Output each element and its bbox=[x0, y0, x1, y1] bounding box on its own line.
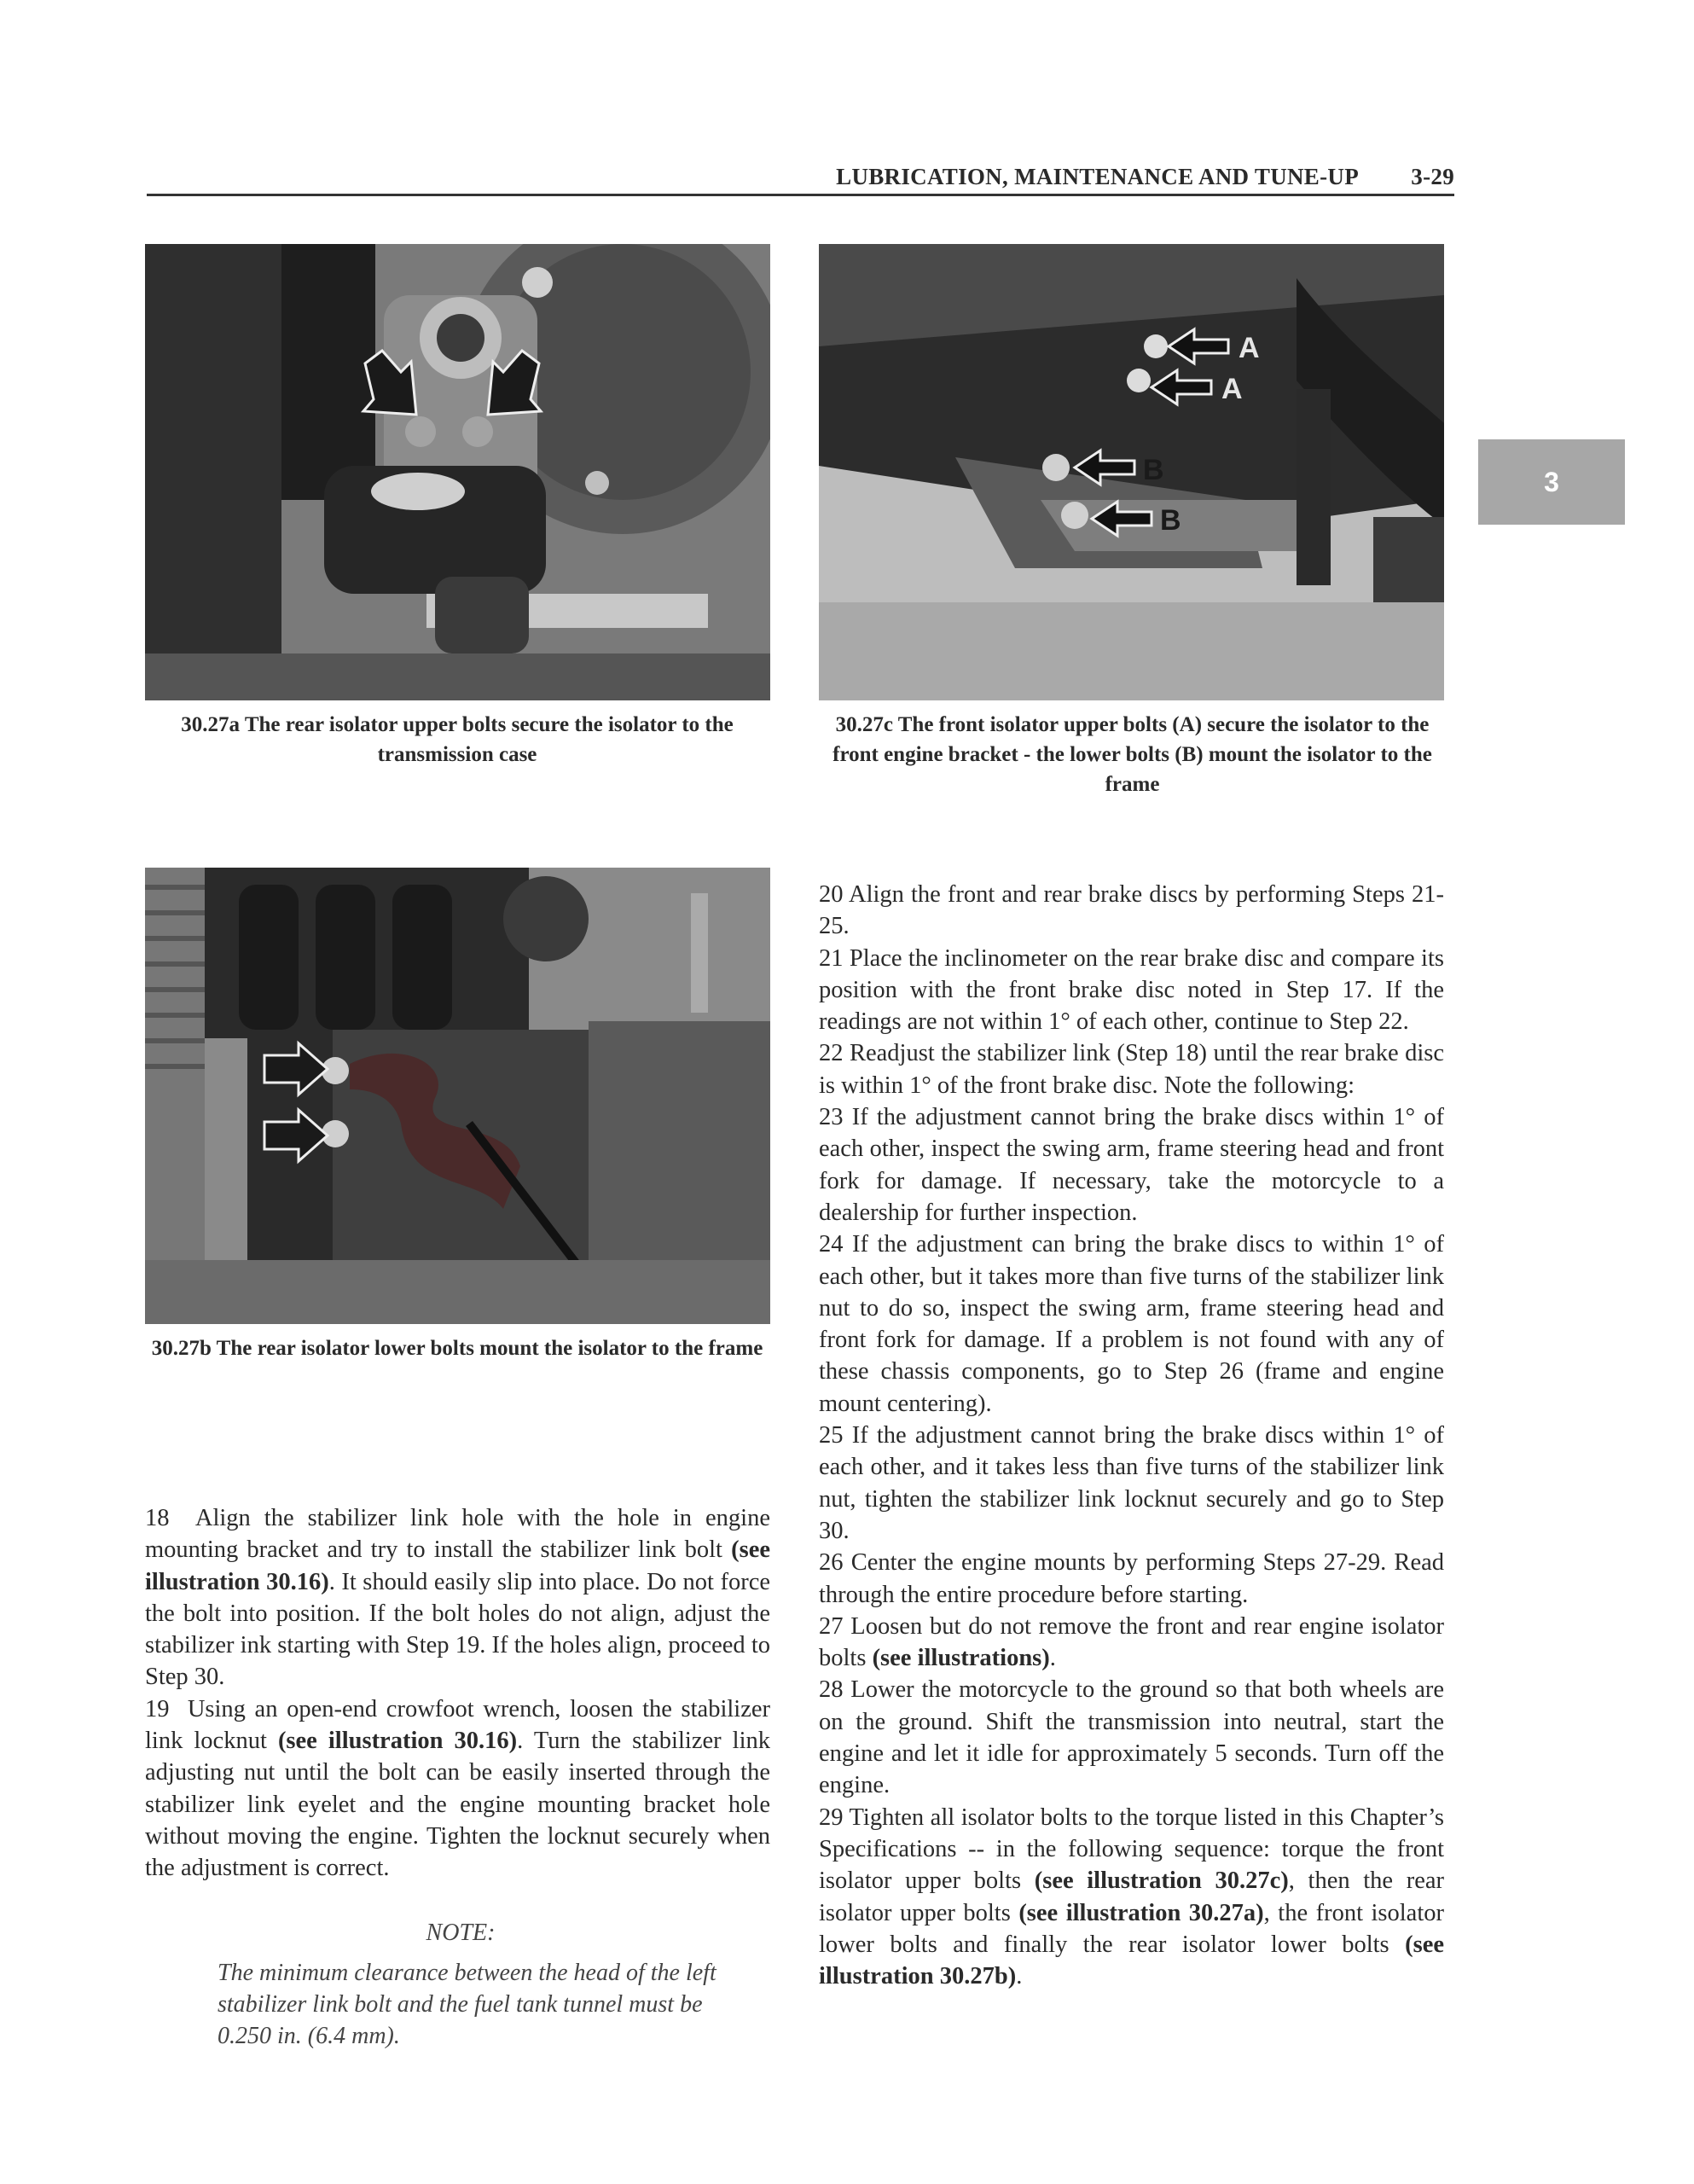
step-26: 26 Center the engine mounts by performing Steps 27-29. Read through the entire procedure before starting. bbox=[819, 1549, 1444, 1608]
left-column-text bbox=[145, 1502, 770, 1885]
step-19-text-b: . Turn the stabilizer link adjusting nut until the bolt can be easily inserted through the stabilizer link eyelet and the engine mounting bracket hole without moving the engine. Tighten the locknut securely when the adjustment is correct. bbox=[145, 1728, 770, 1882]
step-19-text-a: Using an open-end crowfoot wrench, loosen the stabilizer link locknut bbox=[145, 1695, 770, 1755]
page-number: 3-29 bbox=[1411, 164, 1454, 189]
step-27-text-b: . bbox=[1049, 1645, 1056, 1672]
step-29-reference-3: (see illustration 30.27b) bbox=[819, 1931, 1444, 1990]
step-27 bbox=[819, 1611, 1444, 1675]
photo-front-isolator bbox=[819, 244, 1444, 700]
step-29-text-b: , then the rear isolator upper bolts bbox=[819, 1867, 1444, 1926]
chapter-tab: 3 bbox=[1478, 439, 1625, 525]
step-18-text-a: Align the stabilizer link hole with the hole in engine mounting bracket and try to install the stabilizer link bolt bbox=[145, 1505, 770, 1564]
photo-front-isolator-image bbox=[819, 244, 1444, 700]
step-19-number: 19 bbox=[145, 1695, 170, 1722]
caption-30-27b: 30.27b The rear isolator lower bolts mount the isolator to the frame bbox=[151, 1337, 763, 1360]
step-29-text-c: , the front isolator lower bolts and finally the rear isolator lower bolts bbox=[819, 1899, 1444, 1958]
label-a-upper: A bbox=[1239, 332, 1260, 364]
step-23: 23 If the adjustment cannot bring the brake discs within 1° of each other, inspect the swing arm, frame steering head and front fork for damage. If necessary, take the motorcycle to a dealership for further inspection. bbox=[819, 1104, 1444, 1226]
step-18-number: 18 bbox=[145, 1505, 170, 1531]
label-b-lower: B bbox=[1160, 504, 1181, 537]
note-text: The minimum clearance between the head of the left stabilizer link bolt and the fuel tank tunnel must be 0.250 in. (6.4 mm). bbox=[218, 1960, 716, 2049]
step-18 bbox=[145, 1502, 770, 1693]
step-27-reference: (see illustrations) bbox=[872, 1645, 1050, 1672]
step-29-text-d: . bbox=[1016, 1963, 1023, 1990]
step-21: 21 Place the inclinometer on the rear brake disc and compare its position with the front brake disc noted in Step 17. If the readings are not within 1° of each other, continue to Step 22. bbox=[819, 944, 1444, 1036]
note-label: NOTE: bbox=[426, 1920, 496, 1946]
photo-rear-isolator-lower-image bbox=[145, 868, 770, 1324]
running-header bbox=[147, 162, 1454, 196]
step-18-text-b: . It should easily slip into place. Do not force the bolt into position. If the bolt holes do not align, adjust the stabilizer ink starting with Step 19. If the holes align, proceed to Step 30. bbox=[145, 1568, 770, 1691]
step-27-text-a: 27 Loosen but do not remove the front and rear engine isolator bolts bbox=[819, 1612, 1444, 1672]
label-a-lower: A bbox=[1221, 373, 1243, 405]
step-24: 24 If the adjustment can bring the brake discs to within 1° of each other, but it takes more than five turns of the stabilizer link nut to do so, inspect the swing arm, frame steering head and front fork for damage. If a problem is not found with any of these chassis components, go to Step 26 (frame and engine mount centering). bbox=[819, 1231, 1444, 1417]
step-20: 20 Align the front and rear brake discs by performing Steps 21-25. bbox=[819, 881, 1444, 940]
step-29 bbox=[819, 1802, 1444, 1993]
photo-rear-isolator-lower bbox=[145, 868, 770, 1324]
photo-rear-isolator-upper-image bbox=[145, 244, 770, 700]
step-19 bbox=[145, 1693, 770, 1885]
photo-rear-isolator-upper bbox=[145, 244, 770, 700]
header-title: LUBRICATION, MAINTENANCE AND TUNE-UP bbox=[836, 164, 1359, 189]
step-19-reference: (see illustration 30.16) bbox=[277, 1728, 518, 1755]
step-18-reference: (see illustration 30.16) bbox=[145, 1536, 770, 1595]
step-28: 28 Lower the motorcycle to the ground so that both wheels are on the ground. Shift the transmission into neutral, start the engine and let it idle for approximately 5 seconds. Turn off the engine. bbox=[819, 1676, 1444, 1799]
step-29-text-a: 29 Tighten all isolator bolts to the torque listed in this Chapter’s Specifications -- in the following sequence: torque the front isolator upper bolts bbox=[819, 1804, 1444, 1895]
step-25: 25 If the adjustment cannot bring the brake discs within 1° of each other, and it takes less than five turns of the stabilizer link nut, tighten the stabilizer link locknut securely and go to Step 30. bbox=[819, 1422, 1444, 1544]
caption-30-27c: 30.27c The front isolator upper bolts (A) secure the isolator to the front engine bracket - the lower bolts (B) mount the isolator to the frame bbox=[832, 713, 1432, 796]
label-b-upper: B bbox=[1143, 454, 1164, 486]
right-column-text bbox=[819, 879, 1444, 1992]
caption-30-27a: 30.27a The rear isolator upper bolts secure the isolator to the transmission case bbox=[181, 713, 734, 766]
step-29-reference-2: (see illustration 30.27a) bbox=[1018, 1899, 1264, 1926]
step-22: 22 Readjust the stabilizer link (Step 18) until the rear brake disc is within 1° of the front brake disc. Note the following: bbox=[819, 1040, 1444, 1099]
step-29-reference-1: (see illustration 30.27c) bbox=[1034, 1867, 1289, 1895]
